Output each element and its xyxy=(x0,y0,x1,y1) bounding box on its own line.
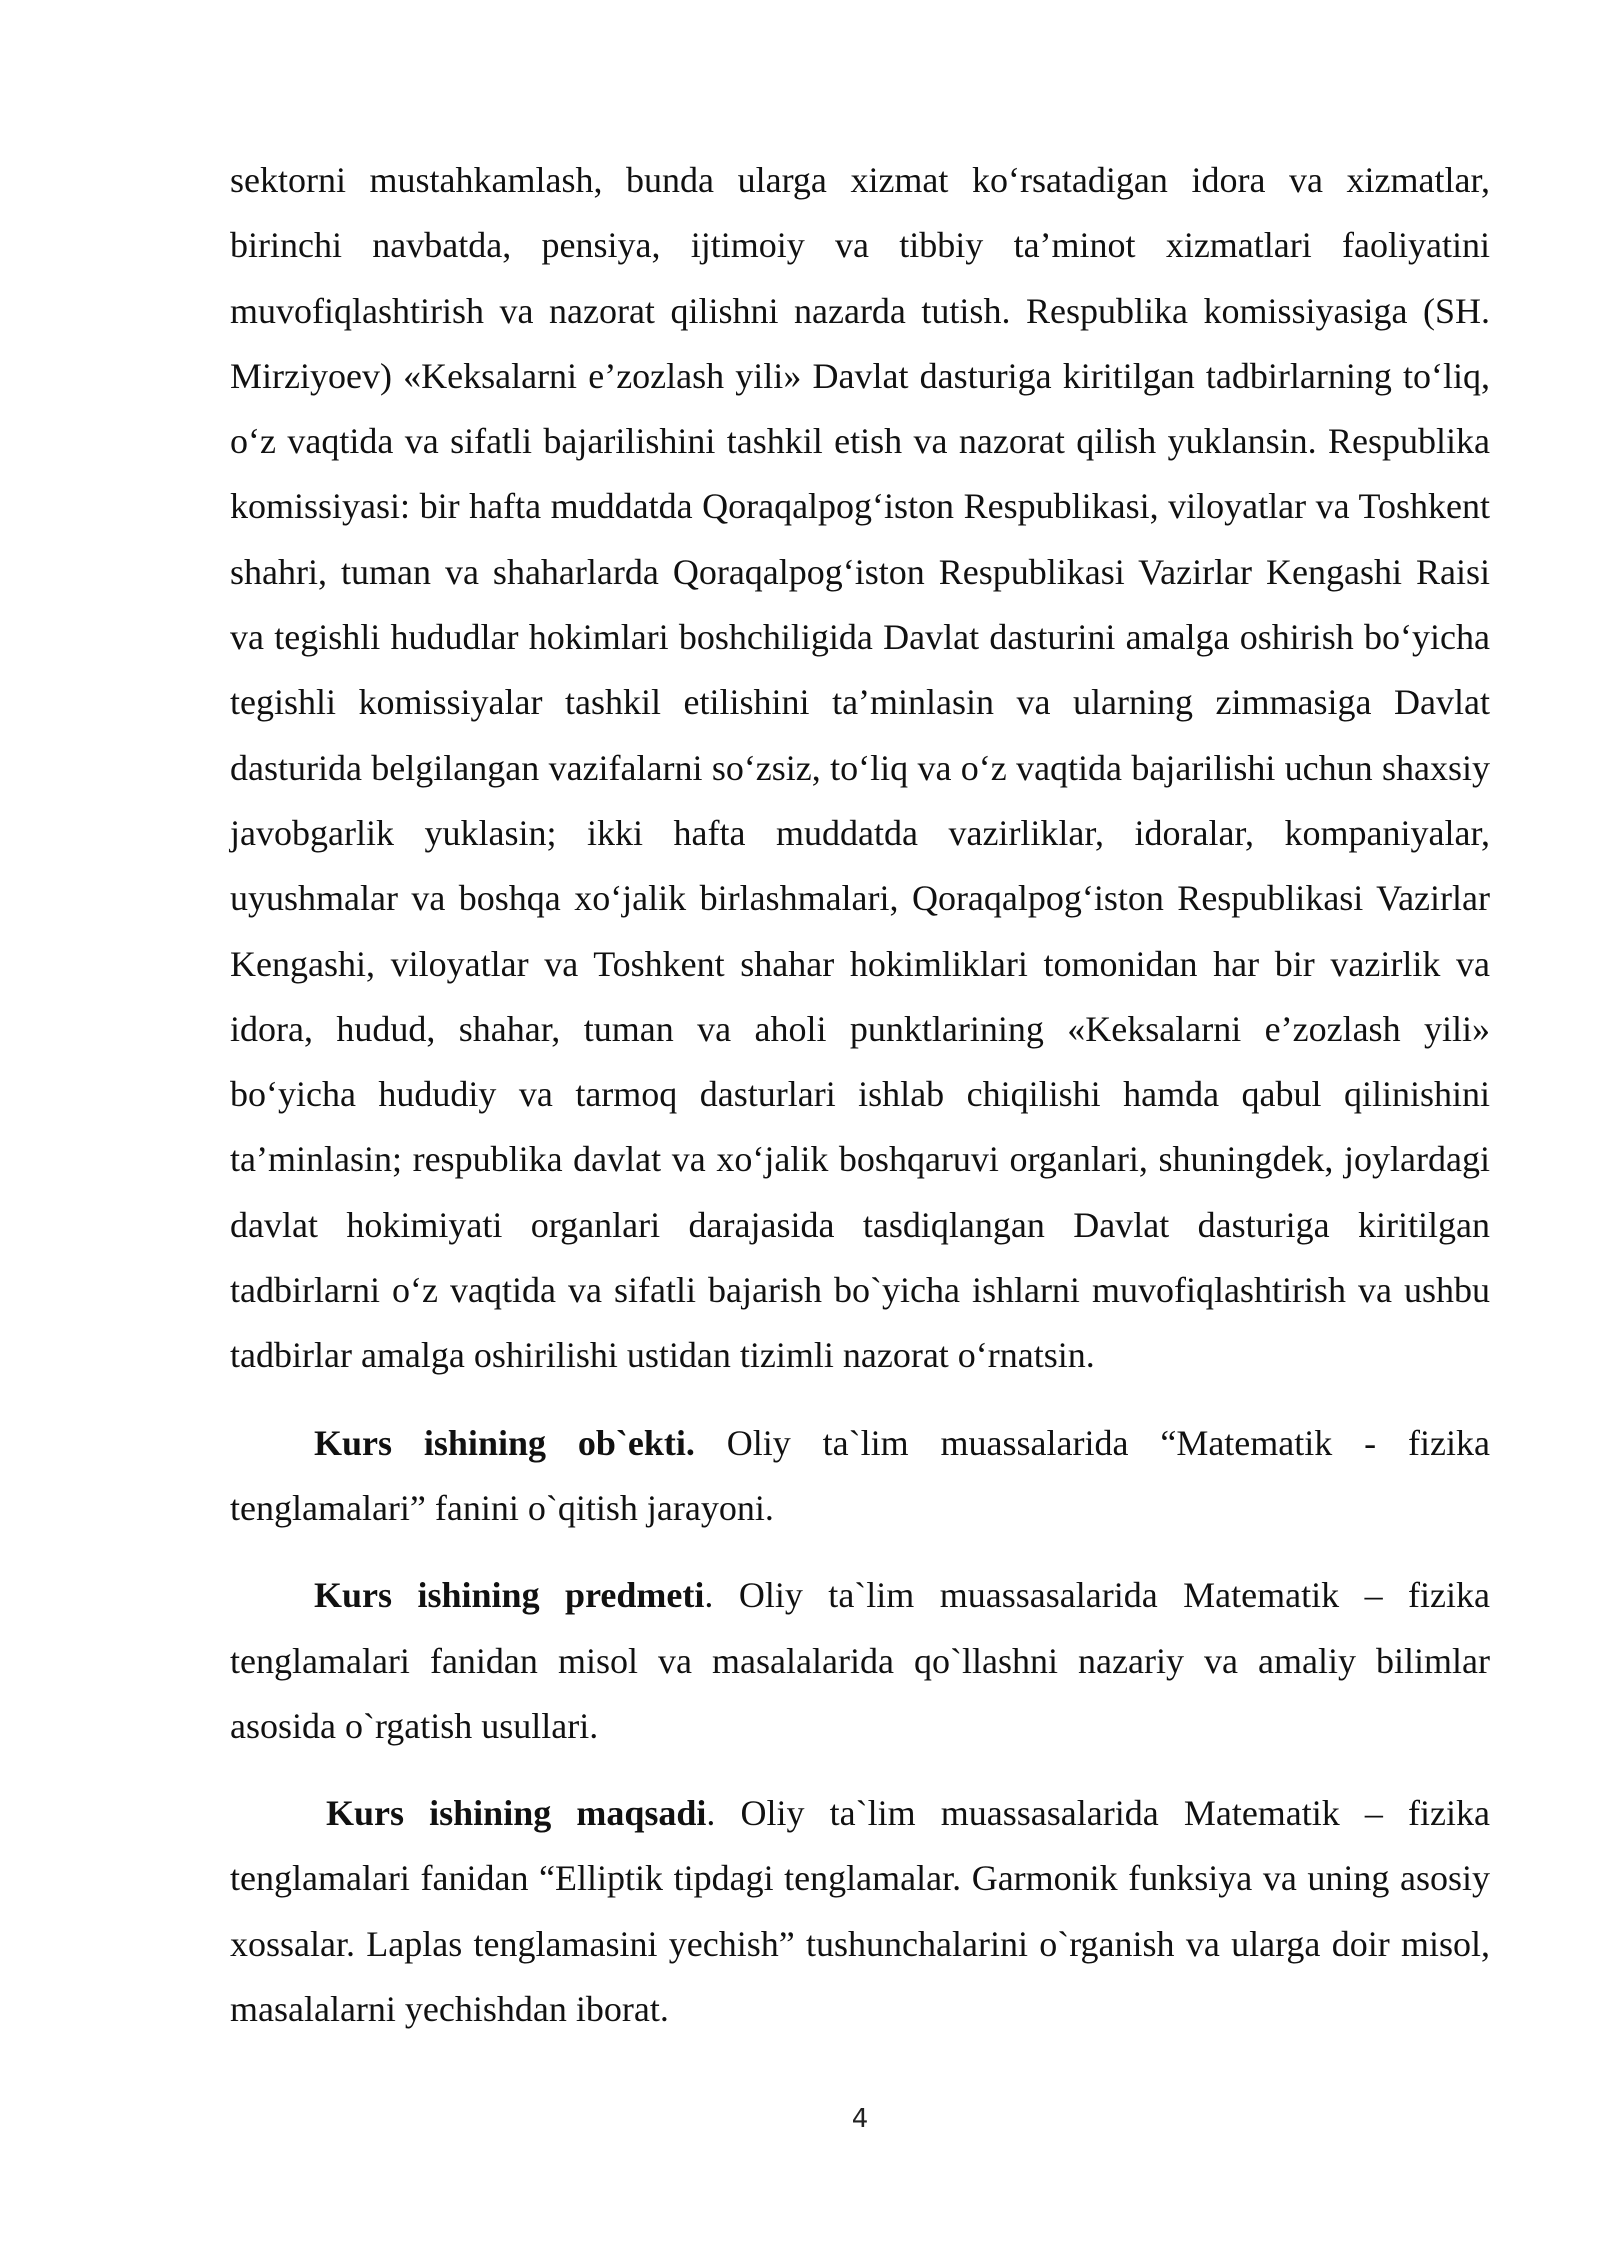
body-paragraph: sektorni mustahkamlash, bunda ularga xizmat ko‘rsatadigan idora va xizmatlar, birinchi navbatda, pensiya, ijtimoiy va tibbiy ta’minot xizmatlari faoliyatini muvofiqlashtirish va nazorat qilishni nazarda tutish. Respublika komissiyasiga (SH. Mirziyoev) «Keksalarni e’zozlash yili» Davlat dasturiga kiritilgan tadbirlarning to‘liq, o‘z vaqtida va sifatli bajarilishini tashkil etish va nazorat qilish yuklansin. Respublika komissiyasi: bir hafta muddatda Qoraqalpog‘iston Respublikasi, viloyatlar va Toshkent shahri, tuman va shaharlarda Qoraqalpog‘iston Respublikasi Vazirlar Kengashi Raisi va tegishli hududlar hokimlari boshchiligida Davlat dasturini amalga oshirish bo‘yicha tegishli komissiyalar tashkil etilishini ta’minlasin va ularning zimmasiga Davlat dasturida belgilangan vazifalarni so‘zsiz, to‘liq va o‘z vaqtida bajarilishi uchun shaxsiy javobgarlik yuklasin; ikki hafta muddatda vazirliklar, idoralar, kompaniyalar, uyushmalar va boshqa xo‘jalik birlashmalari, Qoraqalpog‘iston Respublikasi Vazirlar Kengashi, viloyatlar va Toshkent shahar hokimliklari tomonidan har bir vazirlik va idora, hudud, shahar, tuman va aholi punktlarining «Keksalarni e’zozlash yili» bo‘yicha hududiy va tarmoq dasturlari ishlab chiqilishi hamda qabul qilinishini ta’minlasin; respublika davlat va xo‘jalik boshqaruvi organlari, shuningdek, joylardagi davlat hokimiyati organlari darajasida tasdiqlangan Davlat dasturiga kiritilgan tadbirlarni o‘z vaqtida va sifatli bajarish bo`yicha ishlarni muvofiqlashtirish va ushbu tadbirlar amalga oshirilishi ustidan tizimli nazorat o‘rnatsin. xyxy=(230,160,1490,1376)
object-paragraph xyxy=(230,1411,1490,1542)
subject-paragraph xyxy=(230,1563,1490,1759)
object-heading: Kurs ishining ob`ekti. xyxy=(314,1422,695,1463)
subject-heading: Kurs ishining predmeti xyxy=(314,1575,705,1616)
goal-heading: Kurs ishining maqsadi xyxy=(326,1793,707,1834)
goal-paragraph xyxy=(230,1781,1490,2042)
page-number: 4 xyxy=(851,2104,869,2134)
document-body xyxy=(230,148,1490,2042)
subject-text: . Oliy ta`lim muassasalarida Matematik – fizika tenglamalari fanidan misol va masalalarida qo`llashni nazariy va amaliy bilimlar asosida o`rgatish usullari. xyxy=(230,1575,1491,1746)
object-text: Oliy ta`lim muassalarida “Matematik - fizika tenglamalari” fanini o`qitish jarayoni. xyxy=(230,1422,1490,1528)
goal-text: . Oliy ta`lim muassasalarida Matematik – fizika tenglamalari fanidan “Elliptik tipdagi tenglamalar. Garmonik funksiya va uning asosiy xossalar. Laplas tenglamasini yechish” tushunchalarini o`rganish va ularga doir misol, masalalarni yechishdan iborat. xyxy=(230,1793,1490,2030)
